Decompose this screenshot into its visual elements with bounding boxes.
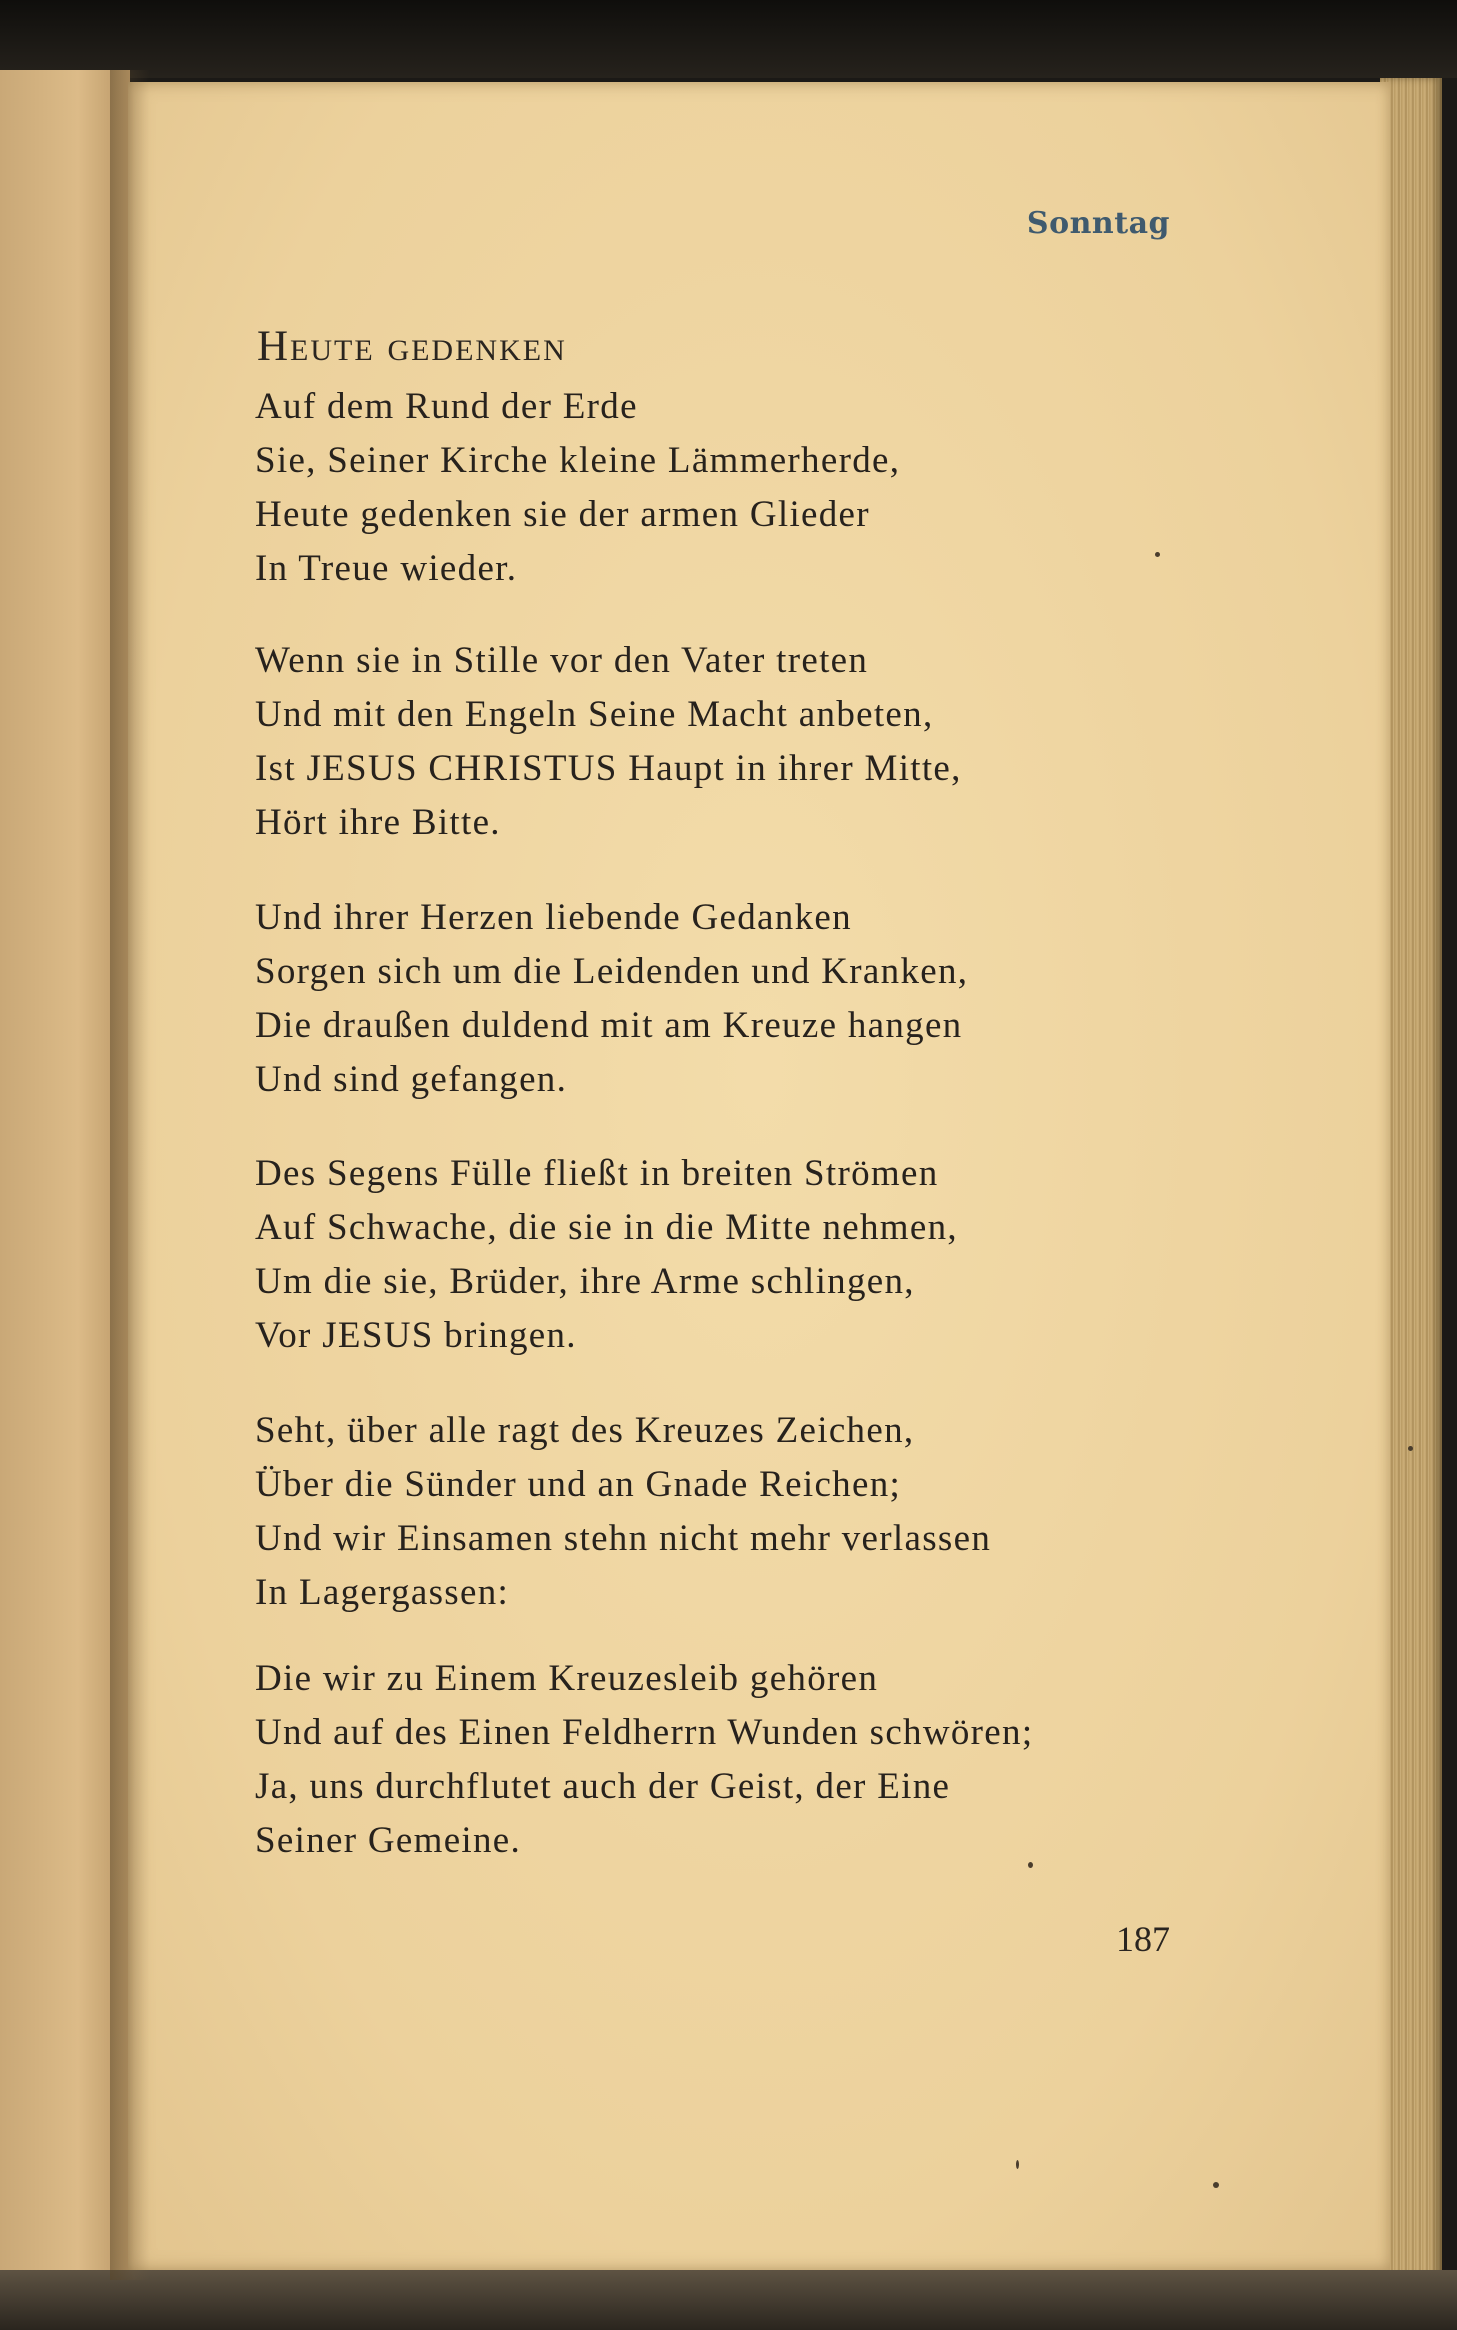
scan-top-background [0, 0, 1457, 78]
verse-line: Um die sie, Brüder, ihre Arme schlingen, [255, 1261, 915, 1302]
verse-line: Die wir zu Einem Kreuzesleib gehören [255, 1658, 879, 1699]
page-number: 187 [1116, 1919, 1170, 1959]
verse-line: Hört ihre Bitte. [255, 802, 501, 843]
verse-line: In Lagergassen: [255, 1572, 510, 1613]
verse-line: Auf Schwache, die sie in die Mitte nehmen, [255, 1207, 958, 1248]
scan-bottom-background [0, 2270, 1457, 2330]
verse-line: Des Segens Fülle fließt in breiten Strömen [255, 1153, 939, 1194]
verse-line: Und mit den Engeln Seine Macht anbeten, [255, 694, 934, 735]
paper-speck [1016, 2160, 1019, 2169]
stanza-5 [255, 1404, 991, 1620]
verse-line: Und ihrer Herzen liebende Gedanken [255, 897, 852, 938]
verse-line: Sie, Seiner Kirche kleine Lämmerherde, [255, 440, 901, 481]
paper-speck [1213, 2182, 1219, 2188]
paper-speck [1155, 552, 1160, 557]
stanza-2 [255, 634, 962, 850]
verse-line: Heute gedenken sie der armen Glieder [255, 494, 870, 535]
verse-line: Auf dem Rund der Erde [255, 386, 638, 427]
running-head: Sonntag [1026, 206, 1170, 241]
poem-title: Heute gedenken [257, 323, 567, 370]
verse-line: Wenn sie in Stille vor den Vater treten [255, 640, 869, 681]
stanza-1 [255, 380, 900, 596]
paper-speck [1408, 1446, 1413, 1451]
verse-line: In Treue wieder. [255, 548, 518, 589]
verse-line: Seht, über alle ragt des Kreuzes Zeichen, [255, 1410, 915, 1451]
stanza-6 [255, 1652, 1033, 1868]
verse-line: Vor JESUS bringen. [255, 1315, 577, 1356]
gutter-shadow [110, 70, 150, 2280]
verse-line: Die draußen duldend mit am Kreuze hangen [255, 1005, 963, 1046]
paper-speck [1028, 1862, 1033, 1868]
verse-line: Und wir Einsamen stehn nicht mehr verlassen [255, 1518, 992, 1559]
stanza-3 [255, 891, 968, 1107]
verse-line: Über die Sünder und an Gnade Reichen; [255, 1464, 902, 1505]
verse-line: Seiner Gemeine. [255, 1820, 522, 1861]
verse-line: Sorgen sich um die Leidenden und Kranken, [255, 951, 969, 992]
verse-line: Und auf des Einen Feldherrn Wunden schwören; [255, 1712, 1034, 1753]
verse-line: Und sind gefangen. [255, 1059, 568, 1100]
verse-line: Ist JESUS CHRISTUS Haupt in ihrer Mitte, [255, 748, 962, 789]
verse-line: Ja, uns durchflutet auch der Geist, der Eine [255, 1766, 951, 1807]
stanza-4 [255, 1147, 958, 1363]
